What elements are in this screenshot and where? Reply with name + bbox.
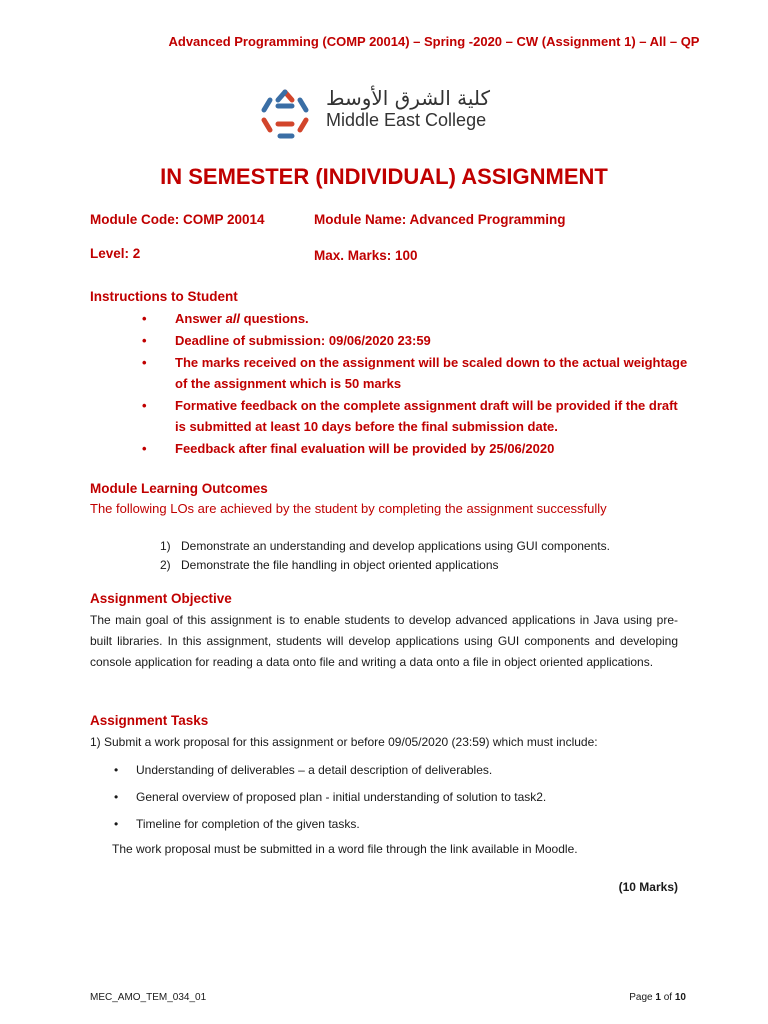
bullet-icon: • [142,333,147,348]
instruction-text: Feedback after final evaluation will be provided by 25/06/2020 [175,441,555,456]
task-text: General overview of proposed plan - initial understanding of solution to task2. [136,790,547,804]
task-text: Understanding of deliverables – a detail description of deliverables. [136,763,493,777]
list-item [160,556,610,575]
list-item [110,814,546,841]
outcome-text: Demonstrate the file handling in object oriented applications [181,558,499,572]
outcomes-list [160,537,610,575]
bullet-icon: • [142,311,147,326]
answer-pre: Answer [175,311,226,326]
module-name: Module Name: Advanced Programming [314,212,566,227]
page-total: 10 [674,992,686,1003]
list-item [90,330,690,351]
task-text: Timeline for completion of the given tasks. [136,817,360,831]
bullet-icon: • [114,817,119,831]
outcomes-heading: Module Learning Outcomes [90,481,268,496]
module-level: Level: 2 [90,246,141,261]
tasks-note: The work proposal must be submitted in a word file through the link available in Moodle. [112,842,578,856]
instructions-list [90,308,690,460]
tasks-heading: Assignment Tasks [90,713,209,728]
logo-english-text: Middle East College [326,110,487,130]
college-emblem-icon [256,86,314,142]
college-logo [256,86,516,142]
instruction-text: Formative feedback on the complete assignment draft will be provided if the draft is submitted at least 10 days before the final submission date. [175,398,678,434]
bullet-icon: • [142,355,147,370]
list-item [90,438,690,459]
page-title: IN SEMESTER (INDIVIDUAL) ASSIGNMENT [160,164,608,189]
outcomes-intro: The following LOs are achieved by the student by completing the assignment successfully [90,501,607,516]
page-current: 1 [655,992,661,1003]
logo-arabic-text: كلية الشرق الأوسط [326,86,491,110]
max-marks: Max. Marks: 100 [314,248,418,263]
item-number: 1) [160,539,171,553]
list-item [90,308,690,329]
tasks-intro: 1) Submit a work proposal for this assignment or before 09/05/2020 (23:59) which must include: [90,735,598,749]
list-item [90,352,690,394]
page-number [629,992,686,1003]
answer-post: questions. [240,311,309,326]
document-header: Advanced Programming (COMP 20014) – Spring -2020 – CW (Assignment 1) – All – QP [168,34,700,49]
instruction-text: Deadline of submission: 09/06/2020 23:59 [175,333,431,348]
tasks-list [110,760,546,841]
bullet-icon: • [114,790,119,804]
objective-text: The main goal of this assignment is to enable students to develop advanced applications in Java using pre-built libraries. In this assignment, students will develop applications using GUI components and developing console application for reading a data onto file and writing a data onto a file in object oriented applications. [90,613,678,669]
item-number: 2) [160,558,171,572]
page-label: Page [629,992,656,1003]
bullet-icon: • [114,763,119,777]
list-item [110,787,546,814]
outcome-text: Demonstrate an understanding and develop applications using GUI components. [181,539,610,553]
answer-emphasis: all [225,311,241,326]
instructions-heading: Instructions to Student [90,289,238,304]
list-item [160,537,610,556]
page-of: of [660,992,675,1003]
instruction-text: The marks received on the assignment will be scaled down to the actual weightage of the assignment which is 50 marks [175,355,688,391]
footer-code: MEC_AMO_TEM_034_01 [90,992,207,1003]
objective-heading: Assignment Objective [90,591,232,606]
bullet-icon: • [142,441,147,456]
bullet-icon: • [142,398,147,413]
list-item [90,395,690,437]
module-code: Module Code: COMP 20014 [90,212,265,227]
task-marks: (10 Marks) [618,880,678,894]
list-item [110,760,546,787]
